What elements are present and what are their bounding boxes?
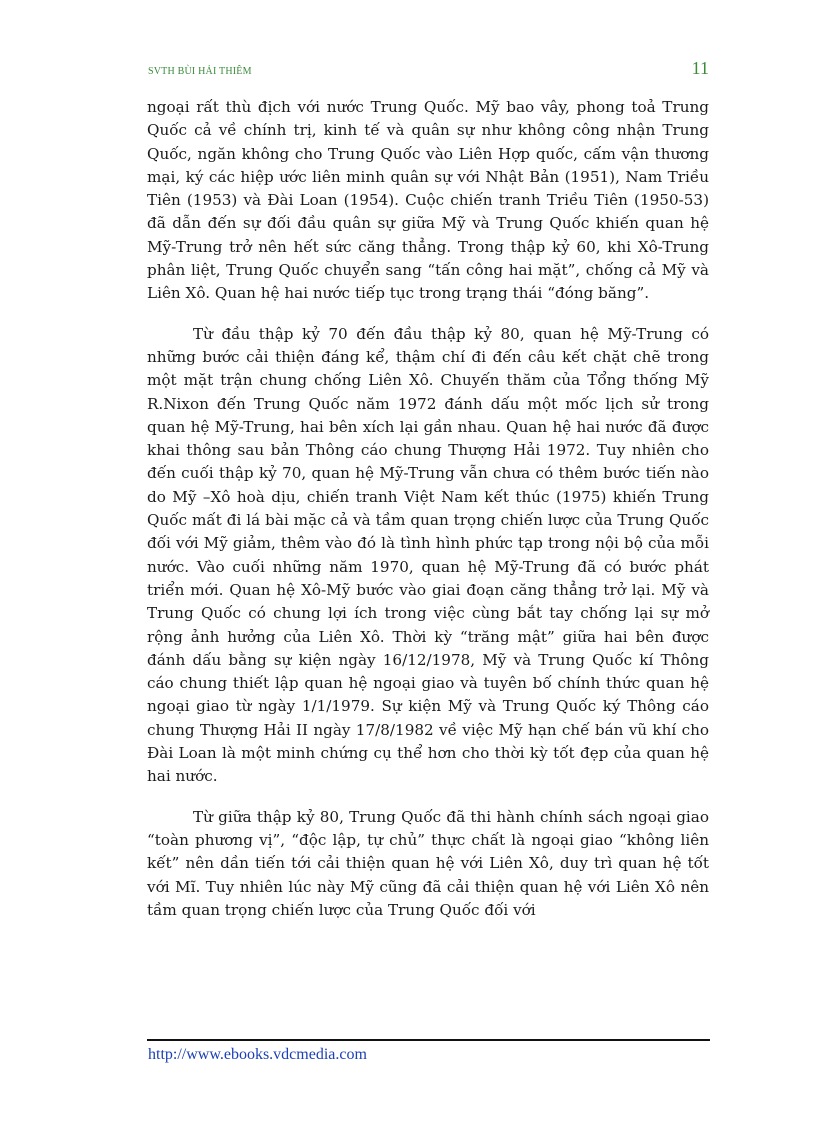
header-author: SVTH BÙI HẢI THIÊM bbox=[148, 66, 252, 77]
paragraph-2: Từ đầu thập kỷ 70 đến đầu thập kỷ 80, quan hệ Mỹ-Trung có những bước cải thiện đáng kể, thậm chí đi đến câu kết chặt chẽ trong một mặt trận chung chống Liên Xô. Chuyến thăm của Tổng thống Mỹ R.Nixon đến Trung Quốc năm 1972 đánh dấu một mốc lịch sử trong quan hệ Mỹ-Trung, hai bên xích lại gần nhau. Quan hệ hai nước đã được khai thông sau bản Thông cáo chung Thượng Hải 1972. Tuy nhiên cho đến cuối thập kỷ 70, quan hệ Mỹ-Trung vẫn chưa có thêm bước tiến nào do Mỹ –Xô hoà dịu, chiến tranh Việt Nam kết thúc (1975) khiến Trung Quốc mất đi lá bài mặc cả và tầm quan trọng chiến lược của Trung Quốc đối với Mỹ giảm, thêm vào đó là tình hình phức tạp trong nội bộ của mỗi nước. Vào cuối những năm 1970, quan hệ Mỹ-Trung đã có bước phát triển mới. Quan hệ Xô-Mỹ bước vào giai đoạn căng thẳng trở lại. Mỹ và Trung Quốc có chung lợi ích trong việc cùng bắt tay chống lại sự mở rộng ảnh hưởng của Liên Xô. Thời kỳ “trăng mật” giữa hai bên được đánh dấu bằng sự kiện ngày 16/12/1978, Mỹ và Trung Quốc kí Thông cáo chung thiết lập quan hệ ngoại giao và tuyên bố chính thức quan hệ ngoại giao từ ngày 1/1/1979. Sự kiện Mỹ và Trung Quốc ký Thông cáo chung Thượng Hải II ngày 17/8/1982 về việc Mỹ hạn chế bán vũ khí cho Đài Loan là một minh chứng cụ thể hơn cho thời kỳ tốt đẹp của quan hệ hai nước. bbox=[147, 324, 709, 786]
body-text bbox=[147, 96, 709, 922]
footer-divider bbox=[147, 1039, 710, 1041]
page-number: 11 bbox=[691, 58, 709, 78]
paragraph-1: ngoại rất thù địch với nước Trung Quốc. Mỹ bao vây, phong toả Trung Quốc cả về chính trị, kinh tế và quân sự như không công nhận Trung Quốc, ngăn không cho Trung Quốc vào Liên Hợp quốc, cấm vận thương mại, ký các hiệp ước liên minh quân sự với Nhật Bản (1951), Nam Triều Tiên (1953) và Đài Loan (1954). Cuộc chiến tranh Triều Tiên (1950-53) đã dẫn đến sự đối đầu quân sự giữa Mỹ và Trung Quốc khiến quan hệ Mỹ-Trung trở nên hết sức căng thẳng. Trong thập kỷ 60, khi Xô-Trung phân liệt, Trung Quốc chuyển sang “tấn công hai mặt”, chống cả Mỹ và Liên Xô. Quan hệ hai nước tiếp tục trong trạng thái “đóng băng”. bbox=[147, 98, 709, 303]
paragraph-3: Từ giữa thập kỷ 80, Trung Quốc đã thi hành chính sách ngoại giao “toàn phương vị”, “độc lập, tự chủ” thực chất là ngoại giao “không liên kết” nên dần tiến tới cải thiện quan hệ với Liên Xô, duy trì quan hệ tốt với Mĩ. Tuy nhiên lúc này Mỹ cũng đã cải thiện quan hệ với Liên Xô nên tầm quan trọng chiến lược của Trung Quốc đối với bbox=[147, 807, 709, 919]
footer-link[interactable]: http://www.ebooks.vdcmedia.com bbox=[148, 1046, 367, 1063]
